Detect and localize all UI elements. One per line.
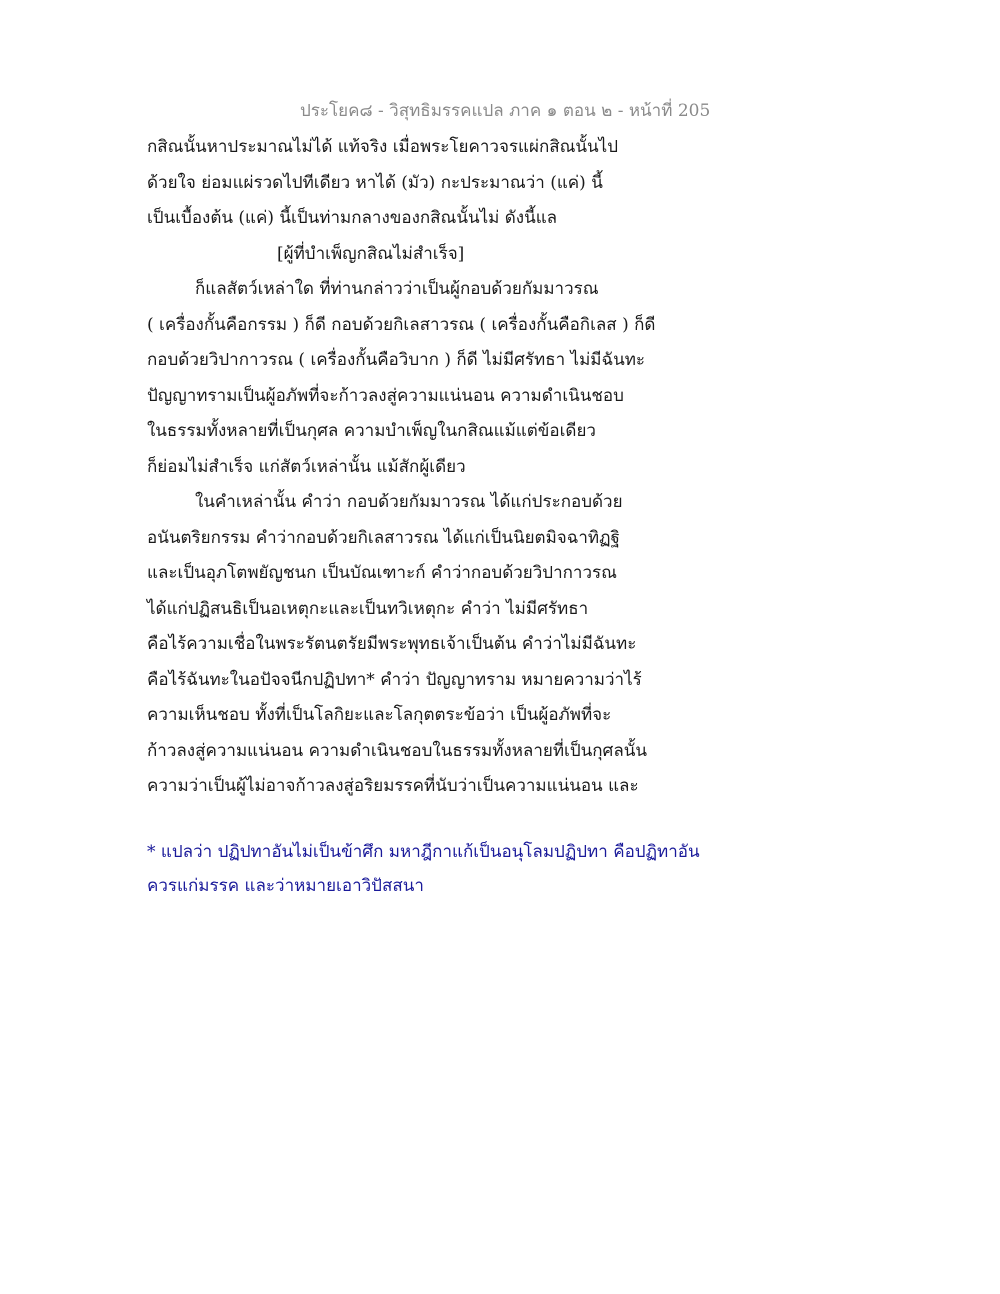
body-line: ก้าวลงสู่ความแน่นอน ความดำเนินชอบในธรรมทั้งหลายที่เป็นกุศลนั้น: [147, 740, 648, 761]
body-line: ด้วยใจ ย่อมแผ่รวดไปทีเดียว หาได้ (มัว) กะประมาณว่า (แค่) นี้: [147, 172, 603, 193]
section-heading: [ผู้ที่บำเพ็ญกสิณไม่สำเร็จ]: [277, 243, 465, 264]
body-line: ความว่าเป็นผู้ไม่อาจก้าวลงสู่อริยมรรคที่นับว่าเป็นความแน่นอน และ: [147, 776, 639, 796]
paragraph-start-line: ในคำเหล่านั้น คำว่า กอบด้วยกัมมาวรณ ได้แก่ประกอบด้วย: [195, 492, 623, 512]
body-line: คือไร้ความเชื่อในพระรัตนตรัยมีพระพุทธเจ้าเป็นต้น คำว่าไม่มีฉันทะ: [147, 634, 637, 654]
body-line: ก็ย่อมไม่สำเร็จ แก่สัตว์เหล่านั้น แม้สักผู้เดียว: [147, 456, 466, 477]
body-line: และเป็นอุภโตพยัญชนก เป็นบัณเฑาะก์ คำว่ากอบด้วยวิปากาวรณ: [147, 563, 617, 583]
body-line: ปัญญาทรามเป็นผู้อภัพที่จะก้าวลงสู่ความแน่นอน ความดำเนินชอบ: [147, 385, 624, 406]
footnote: [147, 835, 747, 903]
body-line: ความเห็นชอบ ทั้งที่เป็นโลกิยะและโลกุตตระข้อว่า เป็นผู้อภัพที่จะ: [147, 705, 612, 725]
body-line: คือไร้ฉันทะในอปัจจนีกปฏิปทา* คำว่า ปัญญาทราม หมายความว่าไร้: [147, 669, 642, 690]
paragraph-start-line: ก็แลสัตว์เหล่าใด ที่ท่านกล่าวว่าเป็นผู้กอบด้วยกัมมาวรณ: [195, 279, 599, 299]
body-text: [147, 130, 667, 805]
footnote-line: * แปลว่า ปฏิปทาอันไม่เป็นข้าศึก มหาฎีกาแก้เป็นอนุโลมปฏิปทา คือปฏิทาอัน: [147, 842, 700, 862]
body-line: ในธรรมทั้งหลายที่เป็นกุศล ความบำเพ็ญในกสิณแม้แต่ข้อเดียว: [147, 421, 596, 441]
running-header: ประโยค๘ - วิสุทธิมรรคแปล ภาค ๑ ตอน ๒ - หน้าที่ 205: [300, 101, 711, 121]
body-line: ได้แก่ปฏิสนธิเป็นอเหตุกะและเป็นทวิเหตุกะ คำว่า ไม่มีศรัทธา: [147, 598, 589, 619]
body-line: กสิณนั้นหาประมาณไม่ได้ แท้จริง เมื่อพระโยคาวจรแผ่กสิณนั้นไป: [147, 137, 619, 157]
body-line: กอบด้วยวิปากาวรณ ( เครื่องกั้นคือวิบาก ) ก็ดี ไม่มีศรัทธา ไม่มีฉันทะ: [147, 350, 646, 370]
body-line: เป็นเบื้องต้น (แค่) นี้เป็นท่ามกลางของกสิณนั้นไม่ ดังนี้แล: [147, 208, 558, 228]
footnote-line: ควรแก่มรรค และว่าหมายเอาวิปัสสนา: [147, 876, 424, 896]
body-line: ( เครื่องกั้นคือกรรม ) ก็ดี กอบด้วยกิเลสาวรณ ( เครื่องกั้นคือกิเลส ) ก็ดี: [147, 314, 656, 335]
body-line: อนันตริยกรรม คำว่ากอบด้วยกิเลสาวรณ ได้แก่เป็นนิยตมิจฉาทิฏฐิ: [147, 527, 620, 548]
